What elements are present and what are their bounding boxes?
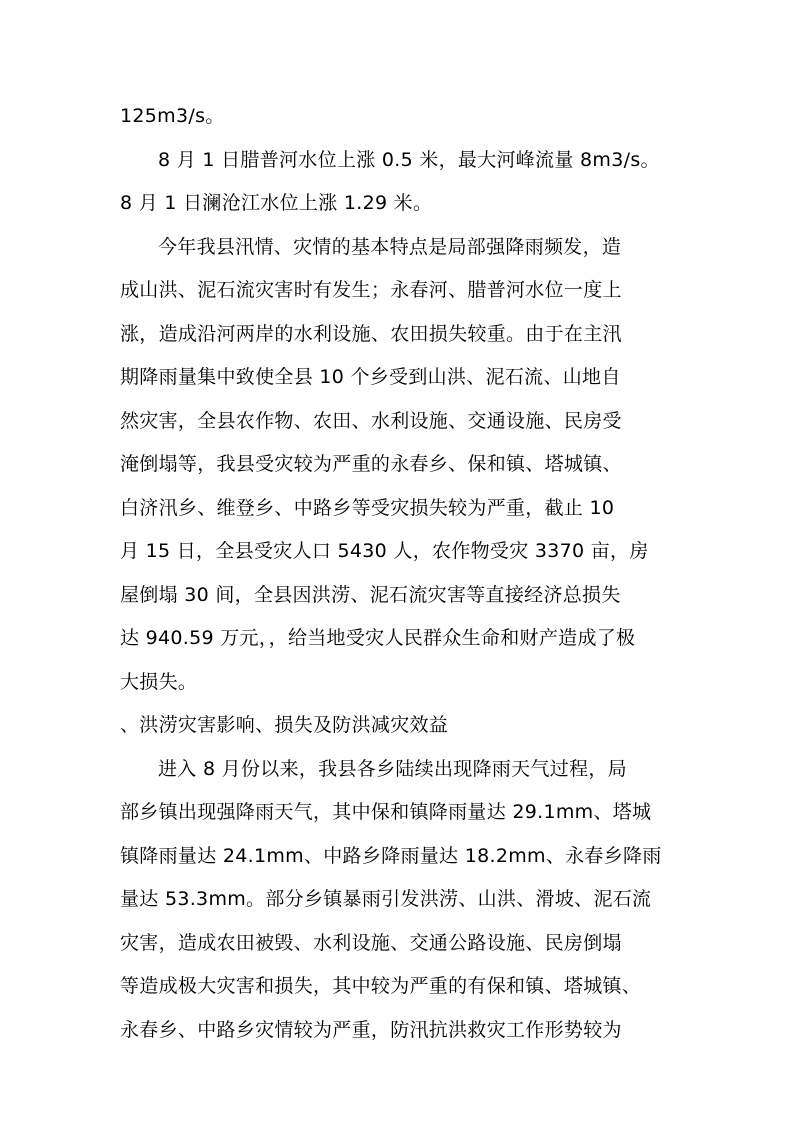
text-line: 镇降雨量达 24.1mm、中路乡降雨量达 18.2mm、永春乡降雨 <box>120 845 662 867</box>
text-line: 大损失。 <box>120 671 198 693</box>
text-line: 然灾害，全县农作物、农田、水利设施、交通设施、民房受 <box>120 410 622 432</box>
text-line: 部乡镇出现强降雨天气，其中保和镇降雨量达 29.1mm、塔城 <box>120 801 652 823</box>
text-line: 125m3/s。 <box>120 105 225 127</box>
text-line: 白济汛乡、维登乡、中路乡等受灾损失较为严重，截止 10 <box>120 497 615 519</box>
text-line: 淹倒塌等，我县受灾较为严重的永春乡、保和镇、塔城镇、 <box>120 453 622 475</box>
text-line: 涨，造成沿河两岸的水利设施、农田损失较重。由于在主汛 <box>120 323 622 345</box>
text-line: 成山洪、泥石流灾害时有发生；永春河、腊普河水位一度上 <box>120 279 622 301</box>
text-line: 量达 53.3mm。部分乡镇暴雨引发洪涝、山洪、滑坡、泥石流 <box>120 888 652 910</box>
text-line: 灾害，造成农田被毁、水利设施、交通公路设施、民房倒塌 <box>120 932 622 954</box>
text-line: 8 月 1 日澜沧江水位上涨 1.29 米。 <box>120 192 433 214</box>
text-line: 达 940.59 万元，，给当地受灾人民群众生命和财产造成了极 <box>120 627 636 649</box>
paragraph-start: 今年我县汛情、灾情的基本特点是局部强降雨频发，造 <box>158 236 622 258</box>
text-line: 8 月 1 日腊普河水位上涨 0.5 米，最大河峰流量 8m3/s。 <box>158 149 660 171</box>
text-line: 永春乡、中路乡灾情较为严重，防汛抗洪救灾工作形势较为 <box>120 1019 622 1041</box>
section-heading: 、洪涝灾害影响、损失及防洪减灾效益 <box>120 714 449 736</box>
paragraph-start: 进入 8 月份以来，我县各乡陆续出现降雨天气过程，局 <box>158 758 627 780</box>
text-line: 等造成极大灾害和损失，其中较为严重的有保和镇、塔城镇、 <box>120 975 642 997</box>
text-line: 屋倒塌 30 间，全县因洪涝、泥石流灾害等直接经济总损失 <box>120 584 621 606</box>
text-line: 期降雨量集中致使全县 10 个乡受到山洪、泥石流、山地自 <box>120 366 621 388</box>
text-line: 月 15 日，全县受灾人口 5430 人，农作物受灾 3370 亩，房 <box>120 540 649 562</box>
